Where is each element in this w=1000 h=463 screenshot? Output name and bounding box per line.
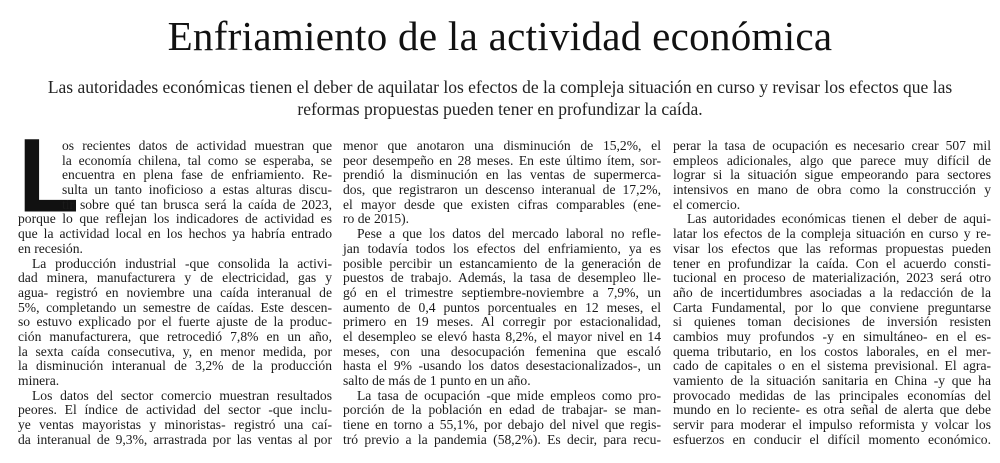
article-text-line: servir para moderar el impulso reformista y volcar los [673,417,991,433]
article-text-line: dad minera, manufacturera y de electricidad, gas y [18,270,332,286]
article-text-line: el comercio. [673,196,741,212]
article-text-line: provocado medidas de las principales economías del [673,387,991,403]
article-text-line: ción manufacturera, que retrocedió 7,8% en un año, [18,328,332,344]
article-text-line: puestos de trabajo. Además, la tasa de desempleo lle- [343,270,661,286]
article-text-line: esfuerzos en conducir el difícil momento económico. [673,431,991,447]
article-text-line: visar los efectos que las reformas propuestas pueden [673,240,991,256]
drop-cap-letter: L [18,117,80,235]
article-text-line: porque lo que reflejan los indicadores de actividad es [18,211,332,227]
article-text-line: hasta el 9% -usando los datos desestacionalizados-, un [343,358,661,374]
article-text-line: empleos adicionales, algo que parece muy difícil de [673,152,991,168]
subheadline [20,76,980,120]
article-text-line: aumento de 0,4 puntos porcentuales en 12 meses, el [343,299,661,315]
article-text-line: La tasa de ocupación -que mide empleos como pro- [357,387,661,403]
article-text-line: latar los efectos de la compleja situación en curso y re- [673,226,991,242]
article-text-line: tir sobre qué tan brusca será la caída de 2023, [62,196,332,212]
article-text-line: lograr si la situación sigue empeorando para sectores [673,167,991,183]
article-text-line: tró previo a la pandemia (58,2%). Es decir, para recu- [343,431,661,447]
article-text-line: tener en profundizar la caída. Con el acuerdo consti- [673,255,991,271]
article-text-line: el mayor desde que existen cifras comparables (ene- [343,196,661,212]
article-text-line: La producción industrial -que consolida la activi- [32,255,332,271]
article-text-line: si quienes toman decisiones de inversión resisten [673,314,991,330]
article-text-line: porción de la población en edad de trabajar- se man- [343,402,661,418]
article-text-line: quema tributario, en los costos laborales, en el mer- [673,343,991,359]
article-text-line: mundo en lo reciente- es otra señal de alerta que debe [673,402,991,418]
article-text-line: Las autoridades económicas tienen el deber de aqui- [687,211,991,227]
article-column-2 [343,139,661,447]
article-text-line: ye ventas mayoristas y minoristas- registró una caí- [18,417,332,433]
article-text-line: Carta Fundamental, por lo que conviene preguntarse [673,299,991,315]
article-text-line: tiene en torno a 55,1%, por debajo del nivel que regis- [343,417,661,433]
article-text-line: peor desempeño en 28 meses. En este último ítem, sor- [343,152,661,168]
article-text-line: la sexta caída consecutiva, y, en menor medida, por [18,343,332,359]
article-text-line: os recientes datos de actividad muestran que [62,138,332,153]
article-text-line: el desempleo se elevó hasta 8,2%, el mayor nivel en 14 [343,328,661,344]
article-text-line: prendió la disminución en las ventas de supermerca- [343,167,661,183]
article-text-line: cambios muy profundos -y en simultáneo- en el es- [673,328,991,344]
article-text-line: encuentra en plena fase de enfriamiento. Re- [62,167,332,183]
article-text-line: vamiento de la situación sanitaria en China -y que ha [673,373,991,388]
subheadline-line: reformas propuestas pueden tener en profundizar la caída. [297,99,703,119]
article-text-line: meses, con una desocupación femenina que escaló [343,343,661,359]
article-text-line: peores. El índice de actividad del sector -que inclu- [18,402,332,418]
subheadline-line: Las autoridades económicas tienen el deber de aquilatar los efectos de la compleja situación en curso y revisar los efectos que las [47,77,953,97]
article-text-line: 5%, completando un semestre de caídas. Este descen- [18,299,332,315]
article-text-line: primero en 19 meses. Al corregir por estacionalidad, [343,314,661,330]
article-text-line: Los datos del sector comercio muestran resultados [32,387,332,403]
article-text-line: perar la tasa de ocupación es necesario crear 507 mil [673,138,991,153]
article-text-line: cado de capitales o en el sistema previsional. El agra- [673,358,991,374]
article-text-line: posible percibir un estancamiento de la generación de [343,255,661,271]
article-text-line: la disminución interanual de 3,2% de la producción [18,358,332,374]
article-text-line: ro de 2015). [343,211,410,227]
article-text-line: que la actividad local en los hechos ya habría entrado [18,226,332,242]
article-column-1 [18,117,332,447]
article-text-line: año de incertidumbres asociadas a la redacción de la [673,284,991,300]
article-text-line: dos, que registraron un descenso interanual de 17,2%, [343,182,661,198]
article-text-line: gó en el trimestre septiembre-noviembre a 7,9%, un [343,284,661,300]
article-text-line: sulta un tanto inoficioso a estas alturas discu- [62,182,332,198]
article-text-line: agua- registró en noviembre una caída interanual de [18,284,332,300]
article-text-line: salto de más de 1 punto en un año. [343,373,531,388]
article-text-line: da interanual de 9,3%, arrastrada por las ventas al por [18,431,332,447]
article-text-line: minera. [18,373,60,388]
article-text-line: so estuvo explicado por el fuerte ajuste de la produc- [18,314,332,330]
headline: Enfriamiento de la actividad económica [167,13,833,59]
article-text-line: jan todavía todos los efectos del enfriamiento, ya es [343,240,661,256]
article-text-line: tucional en proceso de materialización, 2023 será otro [673,270,991,286]
article-text-line: Pese a que los datos del mercado laboral no refle- [357,226,661,242]
article-column-3 [673,139,991,447]
article-text-line: intensivos en mano de obra como la construcción y [673,182,991,198]
article-text-line: en recesión. [18,240,83,256]
article-text-line: menor que anotaron una disminución de 15,2%, el [343,138,661,153]
article-text-line: la economía chilena, tal como se esperaba, se [62,152,332,168]
